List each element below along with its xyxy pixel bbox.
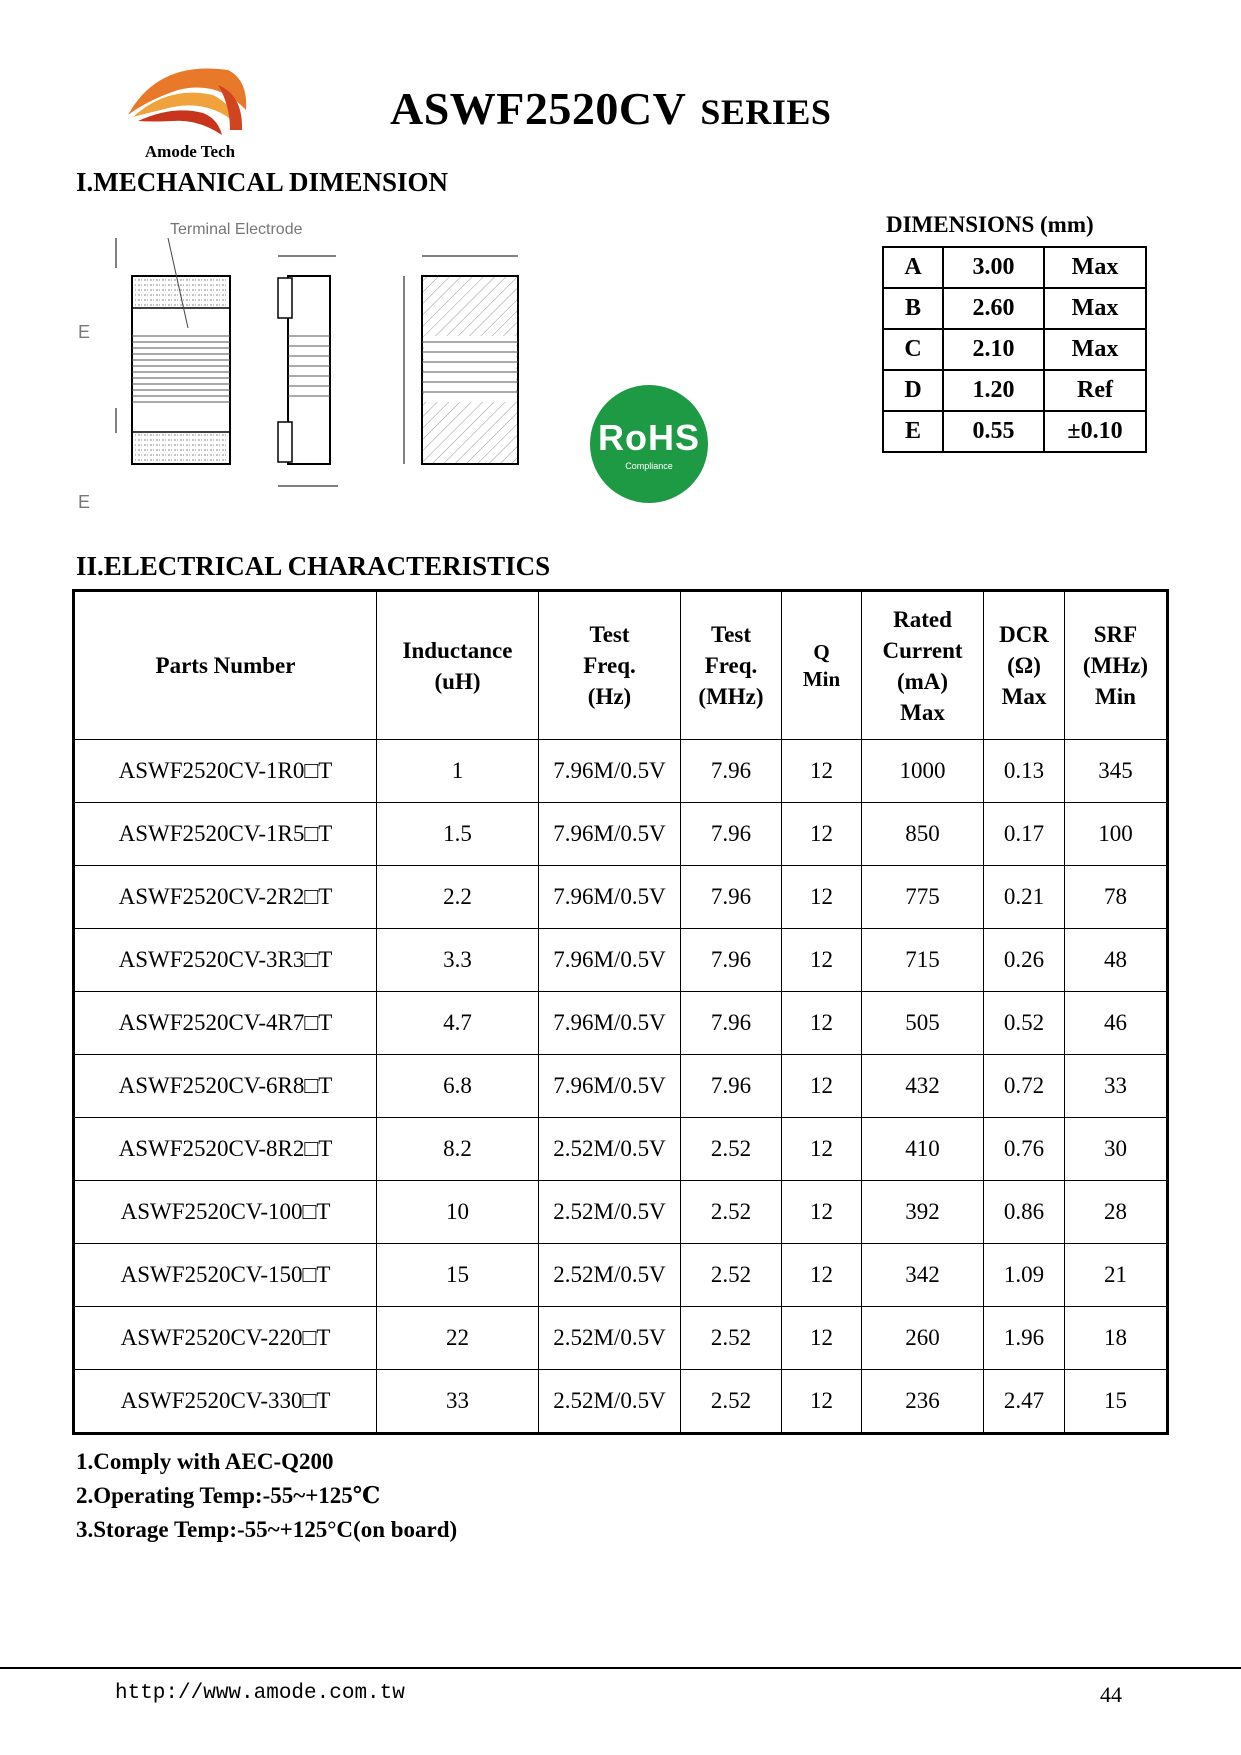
dimension-tolerance: Max bbox=[1044, 329, 1146, 370]
header-line: (Hz) bbox=[587, 684, 632, 709]
header-line: (mA) bbox=[896, 668, 949, 694]
dcr-cell: 0.72 bbox=[984, 1055, 1065, 1118]
dimension-symbol: C bbox=[883, 329, 943, 370]
test-freq-mhz-cell: 7.96 bbox=[681, 866, 782, 929]
dcr-cell: 2.47 bbox=[984, 1370, 1065, 1434]
dimension-tolerance: ±0.10 bbox=[1044, 411, 1146, 452]
q-min-cell: 12 bbox=[782, 740, 862, 803]
inductance-cell: 3.3 bbox=[377, 929, 539, 992]
test-freq-hz-cell: 2.52M/0.5V bbox=[539, 1307, 681, 1370]
dcr-cell: 0.86 bbox=[984, 1181, 1065, 1244]
dimension-symbol: D bbox=[883, 370, 943, 411]
dimension-row bbox=[883, 329, 1146, 370]
rated-current-cell: 715 bbox=[862, 929, 984, 992]
header-line: Inductance bbox=[402, 637, 513, 663]
test-freq-mhz-cell: 2.52 bbox=[681, 1370, 782, 1434]
rohs-badge bbox=[590, 385, 708, 503]
dimension-row bbox=[883, 247, 1146, 288]
rated-current-cell: 775 bbox=[862, 866, 984, 929]
header-line: Max bbox=[1001, 684, 1047, 709]
test-freq-mhz-cell: 7.96 bbox=[681, 1055, 782, 1118]
dimension-tolerance: Max bbox=[1044, 288, 1146, 329]
dcr-cell: 1.96 bbox=[984, 1307, 1065, 1370]
q-min-cell: 12 bbox=[782, 1307, 862, 1370]
rated-current-cell: 392 bbox=[862, 1181, 984, 1244]
header-line: Test bbox=[710, 622, 752, 647]
dimension-value: 0.55 bbox=[943, 411, 1044, 452]
test-freq-hz-cell: 7.96M/0.5V bbox=[539, 866, 681, 929]
header-srf bbox=[1065, 591, 1168, 740]
table-row bbox=[74, 1118, 1168, 1181]
test-freq-mhz-cell: 2.52 bbox=[681, 1307, 782, 1370]
dimension-value: 1.20 bbox=[943, 370, 1044, 411]
rated-current-cell: 342 bbox=[862, 1244, 984, 1307]
header-line: Current bbox=[882, 637, 963, 663]
part-number-cell: ASWF2520CV-8R2□T bbox=[74, 1118, 377, 1181]
dimension-symbol: A bbox=[883, 247, 943, 288]
header-line: Test bbox=[589, 622, 630, 647]
page-title bbox=[390, 82, 831, 135]
header-line: (MHz) bbox=[698, 684, 764, 709]
q-min-cell: 12 bbox=[782, 1055, 862, 1118]
q-min-cell: 12 bbox=[782, 1181, 862, 1244]
table-row bbox=[74, 929, 1168, 992]
rated-current-cell: 505 bbox=[862, 992, 984, 1055]
dcr-cell: 0.52 bbox=[984, 992, 1065, 1055]
header-line: (uH) bbox=[434, 668, 481, 694]
header-line: Freq. bbox=[583, 653, 636, 678]
srf-cell: 345 bbox=[1065, 740, 1168, 803]
header-rated-current bbox=[862, 591, 984, 740]
header-dcr bbox=[984, 591, 1065, 740]
note-item: 1.Comply with AEC-Q200 bbox=[76, 1449, 334, 1474]
part-number-cell: ASWF2520CV-330□T bbox=[74, 1370, 377, 1434]
dimensions-table bbox=[882, 246, 1147, 453]
rohs-sub-text: Compliance bbox=[625, 461, 673, 471]
test-freq-hz-cell: 7.96M/0.5V bbox=[539, 803, 681, 866]
q-min-cell: 12 bbox=[782, 929, 862, 992]
electrical-header-row bbox=[74, 591, 1168, 740]
dimension-value: 3.00 bbox=[943, 247, 1044, 288]
dimension-symbol: B bbox=[883, 288, 943, 329]
header-line: Rated bbox=[893, 606, 952, 632]
header-q-min bbox=[782, 591, 862, 740]
header-line: Q bbox=[813, 639, 830, 664]
inductance-cell: 1 bbox=[377, 740, 539, 803]
part-number-cell: ASWF2520CV-150□T bbox=[74, 1244, 377, 1307]
note-item: 2.Operating Temp:-55~+125℃ bbox=[76, 1483, 381, 1508]
test-freq-hz-cell: 2.52M/0.5V bbox=[539, 1244, 681, 1307]
header-line: SRF bbox=[1093, 622, 1138, 647]
header-inductance bbox=[377, 591, 539, 740]
dcr-cell: 0.21 bbox=[984, 866, 1065, 929]
test-freq-hz-cell: 7.96M/0.5V bbox=[539, 1055, 681, 1118]
srf-cell: 46 bbox=[1065, 992, 1168, 1055]
dimension-row bbox=[883, 288, 1146, 329]
header-line: Min bbox=[802, 666, 841, 691]
header-line: (Ω) bbox=[1007, 653, 1041, 678]
test-freq-mhz-cell: 2.52 bbox=[681, 1244, 782, 1307]
srf-cell: 78 bbox=[1065, 866, 1168, 929]
srf-cell: 48 bbox=[1065, 929, 1168, 992]
test-freq-hz-cell: 2.52M/0.5V bbox=[539, 1370, 681, 1434]
srf-cell: 21 bbox=[1065, 1244, 1168, 1307]
dimension-symbol: E bbox=[883, 411, 943, 452]
test-freq-hz-cell: 7.96M/0.5V bbox=[539, 929, 681, 992]
test-freq-mhz-cell: 7.96 bbox=[681, 929, 782, 992]
section-electrical-heading: II.ELECTRICAL CHARACTERISTICS bbox=[76, 551, 551, 581]
srf-cell: 18 bbox=[1065, 1307, 1168, 1370]
dimensions-heading: DIMENSIONS (mm) bbox=[886, 212, 1094, 237]
test-freq-hz-cell: 2.52M/0.5V bbox=[539, 1118, 681, 1181]
table-row bbox=[74, 1244, 1168, 1307]
title-suffix: SERIES bbox=[700, 92, 832, 132]
dcr-cell: 0.76 bbox=[984, 1118, 1065, 1181]
srf-cell: 33 bbox=[1065, 1055, 1168, 1118]
part-number-cell: ASWF2520CV-4R7□T bbox=[74, 992, 377, 1055]
electrical-table bbox=[72, 589, 1169, 1435]
part-number-cell: ASWF2520CV-3R3□T bbox=[74, 929, 377, 992]
header-line: (MHz) bbox=[1082, 653, 1149, 678]
dcr-cell: 0.26 bbox=[984, 929, 1065, 992]
part-number-cell: ASWF2520CV-1R0□T bbox=[74, 740, 377, 803]
page-number: 44 bbox=[1100, 1682, 1122, 1707]
q-min-cell: 12 bbox=[782, 1244, 862, 1307]
footer-url[interactable]: http://www.amode.com.tw bbox=[115, 1682, 405, 1705]
rated-current-cell: 410 bbox=[862, 1118, 984, 1181]
dimension-tolerance: Max bbox=[1044, 247, 1146, 288]
logo-text: Amode Tech bbox=[144, 142, 236, 161]
dimension-tolerance: Ref bbox=[1044, 370, 1146, 411]
terminal-electrode-label: Terminal Electrode bbox=[170, 221, 303, 238]
part-number-cell: ASWF2520CV-220□T bbox=[74, 1307, 377, 1370]
rated-current-cell: 850 bbox=[862, 803, 984, 866]
q-min-cell: 12 bbox=[782, 992, 862, 1055]
note-item: 3.Storage Temp:-55~+125°C(on board) bbox=[76, 1517, 458, 1542]
part-number-cell: ASWF2520CV-100□T bbox=[74, 1181, 377, 1244]
notes bbox=[76, 1445, 457, 1547]
table-row bbox=[74, 1370, 1168, 1434]
footer-divider bbox=[0, 1667, 1241, 1669]
srf-cell: 30 bbox=[1065, 1118, 1168, 1181]
dimension-value: 2.60 bbox=[943, 288, 1044, 329]
header-part-text: Parts Number bbox=[155, 653, 296, 678]
dcr-cell: 0.13 bbox=[984, 740, 1065, 803]
header-line: Max bbox=[900, 699, 945, 725]
inductance-cell: 15 bbox=[377, 1244, 539, 1307]
table-row bbox=[74, 866, 1168, 929]
rated-current-cell: 432 bbox=[862, 1055, 984, 1118]
header-test-freq-mhz bbox=[681, 591, 782, 740]
srf-cell: 28 bbox=[1065, 1181, 1168, 1244]
test-freq-mhz-cell: 7.96 bbox=[681, 992, 782, 1055]
q-min-cell: 12 bbox=[782, 866, 862, 929]
q-min-cell: 12 bbox=[782, 1370, 862, 1434]
table-row bbox=[74, 740, 1168, 803]
part-number-cell: ASWF2520CV-2R2□T bbox=[74, 866, 377, 929]
mechanical-drawing bbox=[78, 218, 538, 518]
inductance-cell: 1.5 bbox=[377, 803, 539, 866]
inductance-cell: 2.2 bbox=[377, 866, 539, 929]
dimension-value: 2.10 bbox=[943, 329, 1044, 370]
test-freq-mhz-cell: 7.96 bbox=[681, 740, 782, 803]
srf-cell: 100 bbox=[1065, 803, 1168, 866]
srf-cell: 15 bbox=[1065, 1370, 1168, 1434]
test-freq-hz-cell: 7.96M/0.5V bbox=[539, 992, 681, 1055]
dimension-e-label-lower: E bbox=[78, 492, 91, 512]
header-line: DCR bbox=[999, 622, 1049, 647]
header-part-number bbox=[74, 591, 377, 740]
test-freq-hz-cell: 2.52M/0.5V bbox=[539, 1181, 681, 1244]
inductance-cell: 4.7 bbox=[377, 992, 539, 1055]
dimension-row bbox=[883, 411, 1146, 452]
table-row bbox=[74, 1181, 1168, 1244]
dimension-e-label-upper: E bbox=[78, 322, 91, 342]
test-freq-mhz-cell: 2.52 bbox=[681, 1181, 782, 1244]
inductance-cell: 6.8 bbox=[377, 1055, 539, 1118]
inductance-cell: 22 bbox=[377, 1307, 539, 1370]
rated-current-cell: 236 bbox=[862, 1370, 984, 1434]
table-row bbox=[74, 1055, 1168, 1118]
test-freq-mhz-cell: 7.96 bbox=[681, 803, 782, 866]
q-min-cell: 12 bbox=[782, 803, 862, 866]
dimension-row bbox=[883, 370, 1146, 411]
header-line: Freq. bbox=[704, 653, 758, 678]
test-freq-mhz-cell: 2.52 bbox=[681, 1118, 782, 1181]
table-row bbox=[74, 1307, 1168, 1370]
inductance-cell: 10 bbox=[377, 1181, 539, 1244]
dcr-cell: 1.09 bbox=[984, 1244, 1065, 1307]
header-line: Min bbox=[1095, 684, 1136, 709]
rated-current-cell: 260 bbox=[862, 1307, 984, 1370]
part-number-cell: ASWF2520CV-6R8□T bbox=[74, 1055, 377, 1118]
table-row bbox=[74, 992, 1168, 1055]
inductance-cell: 8.2 bbox=[377, 1118, 539, 1181]
inductance-cell: 33 bbox=[377, 1370, 539, 1434]
header-test-freq-hz bbox=[539, 591, 681, 740]
table-row bbox=[74, 803, 1168, 866]
title-model: ASWF2520CV bbox=[390, 83, 687, 134]
test-freq-hz-cell: 7.96M/0.5V bbox=[539, 740, 681, 803]
rated-current-cell: 1000 bbox=[862, 740, 984, 803]
part-number-cell: ASWF2520CV-1R5□T bbox=[74, 803, 377, 866]
rohs-main-text: RoHS bbox=[598, 417, 700, 458]
section-mechanical-heading: I.MECHANICAL DIMENSION bbox=[76, 167, 449, 197]
dcr-cell: 0.17 bbox=[984, 803, 1065, 866]
q-min-cell: 12 bbox=[782, 1118, 862, 1181]
